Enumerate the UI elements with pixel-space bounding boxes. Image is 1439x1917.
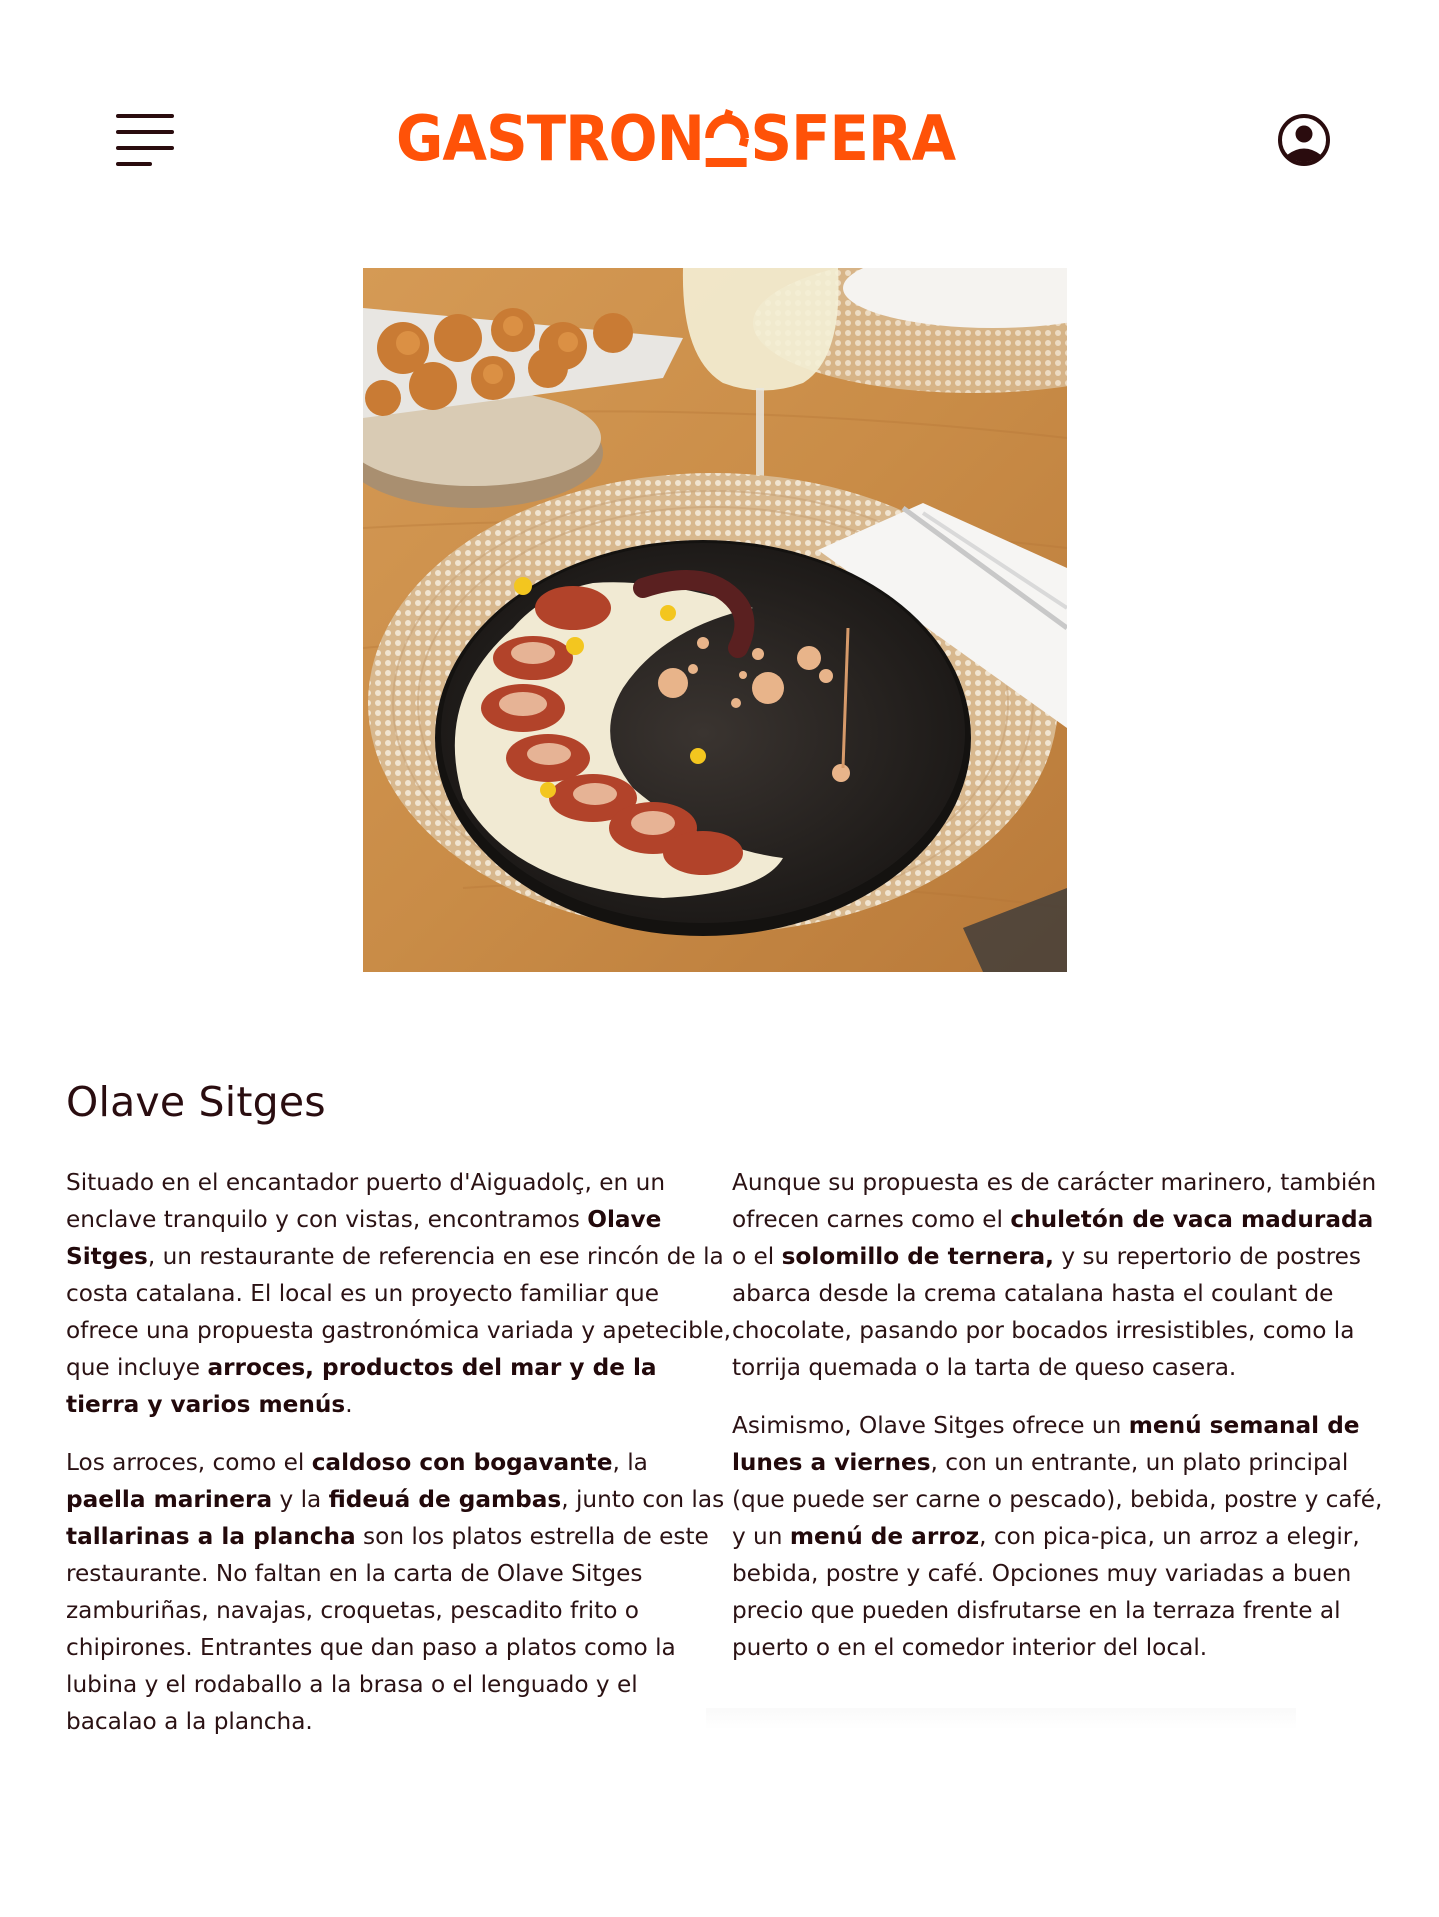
site-header <box>0 0 1439 200</box>
right-column <box>732 1164 1386 1761</box>
cloche-icon <box>704 108 751 170</box>
user-account-button[interactable] <box>1276 112 1332 168</box>
paragraph <box>732 1164 1386 1386</box>
text-run: Situado en el encantador puerto d'Aiguadolç, en un enclave tranquilo y con vistas, encontramos <box>66 1169 666 1233</box>
paragraph <box>66 1444 732 1740</box>
restaurant-article <box>66 1078 1386 1735</box>
text-run: Aunque su propuesta es de carácter marinero, también ofrecen carnes como el <box>731 1169 1377 1233</box>
bold-highlight: Olave Sitges <box>66 1206 662 1270</box>
text-run: , con un entrante, un plato principal (que puede ser carne o pescado), bebida, postre y café, y un <box>731 1449 1383 1550</box>
bold-highlight: solomillo de ternera, <box>781 1243 1054 1270</box>
paragraph <box>66 1164 732 1423</box>
menu-line <box>116 114 174 118</box>
bold-highlight: tallarinas a la plancha <box>66 1523 356 1550</box>
hamburger-menu-button[interactable] <box>112 108 178 168</box>
text-run: , con pica-pica, un arroz a elegir, bebida, postre y café. Opciones muy variadas a buen precio que pueden disfrutarse en la terraza frente al puerto o en el comedor interior del local. <box>731 1523 1360 1661</box>
article-title: Olave Sitges <box>66 1078 326 1126</box>
paragraph <box>732 1407 1386 1666</box>
menu-line <box>116 130 174 134</box>
bold-highlight: chuletón de vaca madurada <box>1010 1206 1374 1233</box>
bold-highlight: fideuá de gambas <box>328 1486 562 1513</box>
logo-text-left: GASTRON <box>396 102 704 175</box>
text-run: , un restaurante de referencia en ese rincón de la costa catalana. El local es un proyecto familiar que ofrece una propuesta gastronómica variada y apetecible, que incluye <box>66 1243 731 1381</box>
text-run: y su repertorio de postres abarca desde la crema catalana hasta el coulant de chocolate, pasando por bocados irresistibles, como la torrija quemada o la tarta de queso casera. <box>731 1243 1362 1381</box>
text-run: . <box>345 1391 353 1418</box>
menu-line <box>116 146 174 150</box>
menu-line <box>116 162 152 166</box>
text-run: son los platos estrella de este restaurante. No faltan en la carta de Olave Sitges zamburiñas, navajas, croquetas, pescadito frito o chipirones. Entrantes que dan paso a platos como la lubina y el rodaballo a la brasa o el lenguado y el bacalao a la plancha. <box>66 1523 709 1735</box>
text-run: o el <box>731 1243 782 1270</box>
bold-highlight: menú de arroz <box>789 1523 980 1550</box>
left-column <box>66 1164 732 1761</box>
text-run: y la <box>272 1486 329 1513</box>
article-body <box>66 1164 1386 1761</box>
text-run: Los arroces, como el <box>66 1449 312 1476</box>
bold-highlight: caldoso con bogavante <box>311 1449 613 1476</box>
scroll-fade-overlay <box>706 1708 1296 1730</box>
bold-highlight: paella marinera <box>66 1486 273 1513</box>
site-logo[interactable] <box>396 104 1016 174</box>
text-run: Asimismo, Olave Sitges ofrece un <box>731 1412 1129 1439</box>
food-photo <box>363 268 1067 972</box>
logo-text-right: SFERA <box>750 102 956 175</box>
text-run: , la <box>612 1449 648 1476</box>
text-run: , junto con las <box>561 1486 725 1513</box>
bold-highlight: menú semanal de lunes a viernes <box>731 1412 1360 1476</box>
logo-wordmark <box>396 102 956 175</box>
user-account-icon <box>1276 112 1332 168</box>
hero-image <box>363 268 1067 972</box>
bold-highlight: arroces, productos del mar y de la tierra y varios menús <box>66 1354 657 1418</box>
